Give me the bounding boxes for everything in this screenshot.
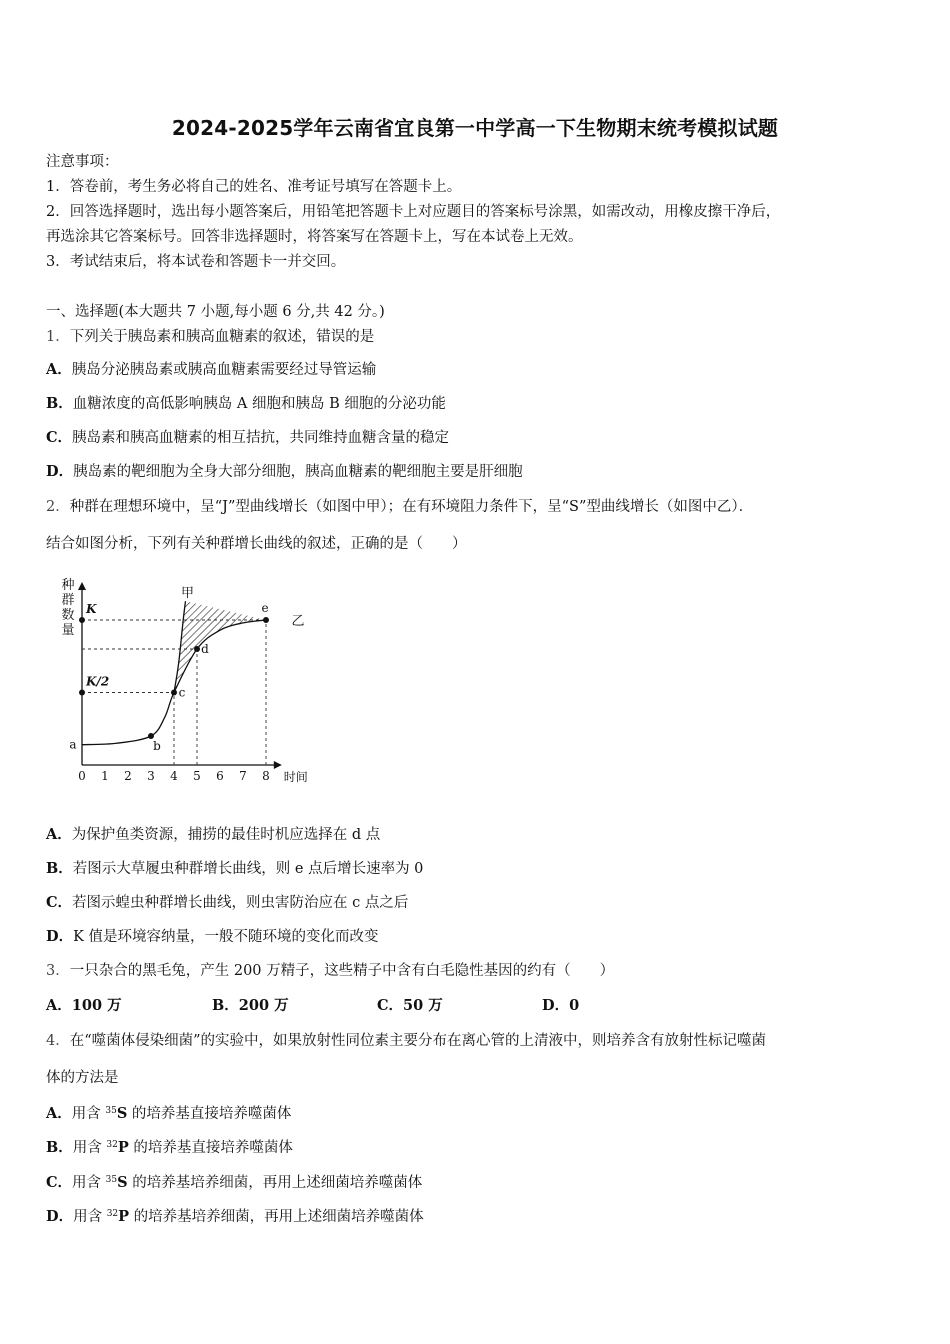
question-stem: 一只杂合的黑毛兔，产生 200 万精子，这些精子中含有白毛隐性基因的约有（ ）	[69, 963, 615, 979]
series-s-label: 乙	[291, 614, 305, 629]
shaded-gap-region	[174, 601, 269, 692]
isotope-element: S	[116, 1105, 128, 1122]
half-k-label: K/2	[86, 674, 110, 689]
point-d-dot	[194, 646, 200, 652]
series-s-curve	[82, 620, 266, 745]
q4-option-c[interactable]	[46, 1170, 906, 1193]
question-1	[46, 327, 906, 347]
point-b-label: b	[153, 739, 161, 753]
option-text: 0	[569, 997, 580, 1014]
option-letter: B．	[46, 860, 73, 877]
option-letter: D．	[46, 1208, 74, 1225]
question-stem: 下列关于胰岛素和胰高血糖素的叙述，错误的是	[69, 329, 375, 345]
x-axis-arrow	[274, 761, 282, 769]
option-prefix: 用含	[72, 1140, 107, 1156]
option-text: 100 万	[71, 997, 122, 1014]
isotope-mass: 32	[106, 1209, 119, 1219]
q1-option-b[interactable]	[46, 394, 906, 414]
question-stem: 在“噬菌体侵染细菌”的实验中，如果放射性同位素主要分布在离心管的上清液中，则培养含有放射性标记噬菌	[69, 1033, 767, 1049]
notice-item-3: 3．考试结束后，将本试卷和答题卡一并交回。	[46, 254, 346, 270]
option-letter: D．	[542, 997, 570, 1014]
option-letter: C．	[46, 429, 73, 446]
point-a-label: a	[69, 737, 77, 752]
q3-option-d[interactable]	[542, 996, 579, 1016]
section-heading: 一、选择题(本大题共 7 小题,每小题 6 分,共 42 分。)	[46, 304, 385, 320]
y-axis-label-char: 群	[61, 593, 75, 608]
option-text: 的培养基直接培养噬菌体	[128, 1140, 293, 1156]
option-text: 胰岛素的靶细胞为全身大部分细胞，胰高血糖素的靶细胞主要是肝细胞	[73, 464, 523, 480]
y-axis-label-char: 量	[61, 623, 75, 638]
question-number: 2．	[46, 499, 70, 515]
option-letter: C．	[46, 894, 73, 911]
y-axis-arrow	[78, 582, 86, 590]
option-text: K 值是环境容纳量，一般不随环境的变化而改变	[73, 929, 379, 945]
option-letter: B．	[212, 997, 239, 1014]
option-letter: A．	[46, 997, 72, 1014]
k-label: K	[86, 602, 97, 616]
q2-option-d[interactable]	[46, 927, 906, 947]
q4-option-d[interactable]	[46, 1204, 906, 1227]
option-letter: C．	[46, 1174, 73, 1191]
q2-option-a[interactable]	[46, 825, 906, 845]
isotope-mass: 35	[105, 1175, 118, 1185]
q1-option-d[interactable]	[46, 462, 906, 482]
isotope-mass: 35	[105, 1106, 117, 1116]
x-tick-label: 5	[193, 769, 201, 783]
x-tick-label: 1	[101, 769, 109, 783]
point-e-label: e	[261, 601, 269, 615]
population-growth-chart	[50, 572, 330, 787]
question-2-cont: 结合如图分析，下列有关种群增长曲线的叙述，正确的是（ ）	[46, 536, 467, 552]
notice-item-2: 2．回答选择题时，选出每小题答案后，用铅笔把答题卡上对应题目的答案标号涂黑，如需改动，用橡皮擦干净后，	[46, 204, 781, 220]
q1-option-c[interactable]	[46, 428, 906, 448]
option-letter: A．	[46, 1105, 72, 1122]
half-k-axis-dot	[79, 690, 85, 696]
x-tick-label: 3	[147, 769, 155, 783]
question-2	[46, 497, 906, 517]
option-prefix: 用含	[73, 1209, 107, 1225]
option-text: 若图示蝗虫种群增长曲线，则虫害防治应在 c 点之后	[72, 895, 409, 911]
x-tick-label: 8	[262, 769, 270, 783]
isotope-element: P	[118, 1208, 130, 1225]
option-prefix: 用含	[72, 1175, 106, 1191]
x-tick-label: 0	[78, 769, 86, 783]
q3-option-a[interactable]	[46, 996, 122, 1016]
point-c-dot	[171, 690, 177, 696]
option-letter: D．	[46, 928, 74, 945]
option-text: 血糖浓度的高低影响胰岛 A 细胞和胰岛 B 细胞的分泌功能	[72, 396, 446, 412]
x-tick-label: 7	[239, 769, 247, 783]
option-text: 的培养基培养细菌，再用上述细菌培养噬菌体	[129, 1209, 424, 1225]
y-axis-label-char: 种	[61, 578, 75, 593]
option-letter: B．	[46, 1139, 73, 1156]
option-prefix: 用含	[71, 1106, 106, 1122]
question-number: 4．	[46, 1033, 70, 1049]
point-e-dot	[263, 617, 269, 623]
question-number: 3．	[46, 963, 70, 979]
notice-heading: 注意事项：	[46, 154, 119, 170]
q4-option-b[interactable]	[46, 1135, 906, 1158]
isotope-element: S	[117, 1174, 128, 1191]
option-text: 的培养基直接培养噬菌体	[127, 1106, 292, 1122]
q2-option-b[interactable]	[46, 859, 906, 879]
question-4-cont: 体的方法是	[46, 1070, 119, 1086]
option-text: 若图示大草履虫种群增长曲线，则 e 点后增长速率为 0	[72, 861, 424, 877]
option-letter: B．	[46, 395, 73, 412]
y-axis-label-char: 数	[61, 608, 75, 623]
option-text: 50 万	[403, 997, 443, 1014]
point-c-label: c	[178, 685, 186, 700]
x-tick-label: 6	[216, 769, 224, 783]
q3-option-c[interactable]	[377, 996, 443, 1016]
option-text: 胰岛分泌胰岛素或胰高血糖素需要经过导管运输	[71, 362, 377, 378]
question-stem: 种群在理想环境中，呈“J”型曲线增长（如图中甲）；在有环境阻力条件下，呈“S”型曲线增长（如图中乙）．	[69, 499, 754, 515]
point-d-label: d	[201, 642, 209, 656]
option-text: 为保护鱼类资源，捕捞的最佳时机应选择在 d 点	[71, 827, 381, 843]
q2-option-c[interactable]	[46, 893, 906, 913]
x-tick-label: 4	[170, 769, 178, 783]
series-j-label: 甲	[180, 586, 195, 602]
q3-option-b[interactable]	[212, 996, 289, 1016]
x-axis-label: 时间	[283, 770, 308, 784]
option-letter: A．	[46, 826, 72, 843]
option-text: 的培养基培养细菌，再用上述细菌培养噬菌体	[127, 1175, 423, 1191]
page-title: 2024-2025学年云南省宜良第一中学高一下生物期末统考模拟试题	[171, 116, 779, 140]
q4-option-a[interactable]	[46, 1101, 906, 1124]
x-tick-label: 2	[124, 769, 132, 783]
notice-item-1: 1．答卷前，考生务必将自己的姓名、准考证号填写在答题卡上。	[46, 179, 462, 195]
q1-option-a[interactable]	[46, 360, 906, 380]
question-3	[46, 961, 906, 981]
question-number: 1．	[46, 329, 70, 345]
option-letter: C．	[377, 997, 404, 1014]
option-text: 胰岛素和胰高血糖素的相互拮抗，共同维持血糖含量的稳定	[72, 430, 450, 446]
question-4	[46, 1031, 906, 1051]
option-letter: D．	[46, 463, 74, 480]
option-text: 200 万	[238, 997, 289, 1014]
isotope-mass: 32	[106, 1140, 118, 1150]
option-letter: A．	[46, 361, 72, 378]
k-axis-dot	[79, 617, 85, 623]
notice-item-2-cont: 再选涂其它答案标号。回答非选择题时，将答案写在答题卡上，写在本试卷上无效。	[46, 229, 583, 245]
isotope-element: P	[117, 1139, 129, 1156]
